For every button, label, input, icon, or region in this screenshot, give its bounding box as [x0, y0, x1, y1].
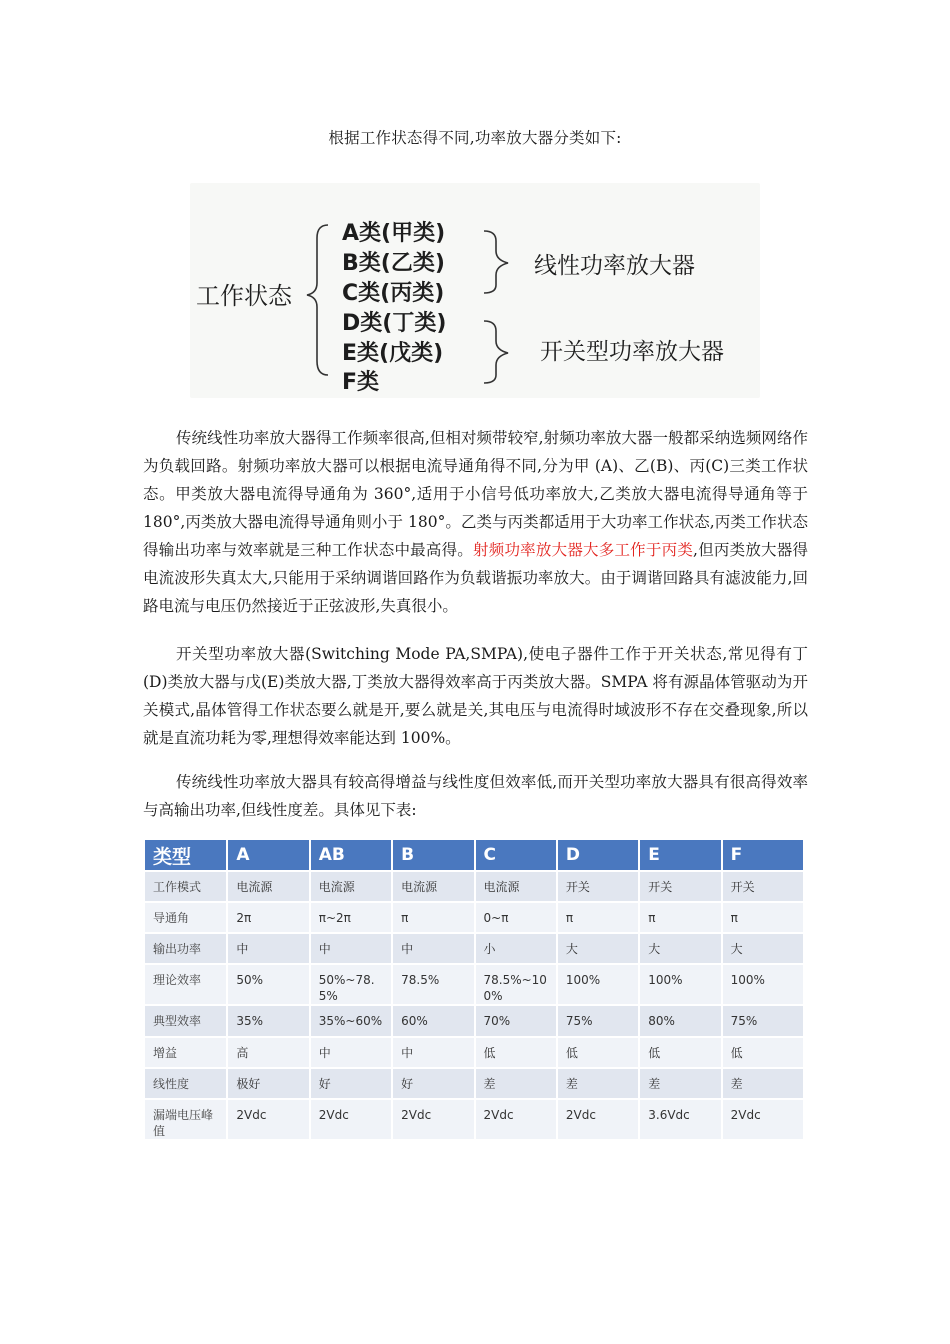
table-cell: 开关: [639, 871, 721, 902]
table-cell: 电流源: [475, 871, 557, 902]
table-cell: 低: [722, 1037, 804, 1068]
diagram-class-f: F类: [342, 370, 380, 395]
table-header-cell: E: [639, 840, 721, 871]
table-cell: 2Vdc: [475, 1099, 557, 1139]
diagram-switch-brace: [484, 321, 508, 383]
table-row-header: 典型效率: [145, 1005, 227, 1037]
pa-comparison-table: [145, 840, 805, 1139]
diagram-group-switch: 开关型功率放大器: [540, 339, 724, 365]
table-cell: 75%: [557, 1005, 639, 1037]
table-cell: 100%: [722, 964, 804, 1005]
table-row: [145, 1099, 804, 1139]
table-cell: 35%: [227, 1005, 309, 1037]
table-row-header: 工作模式: [145, 871, 227, 902]
table-header-cell: AB: [310, 840, 392, 871]
table-cell: 2Vdc: [557, 1099, 639, 1139]
table-cell: 中: [310, 933, 392, 964]
table-row: [145, 964, 804, 1005]
table-cell: 电流源: [227, 871, 309, 902]
table-header-cell: F: [722, 840, 804, 871]
table-cell: 低: [475, 1037, 557, 1068]
table-cell: 好: [310, 1068, 392, 1099]
table-cell: π: [722, 902, 804, 933]
table-cell: 50%~78.5%: [310, 964, 392, 1005]
table-cell: 3.6Vdc: [639, 1099, 721, 1139]
paragraph-linear-pa-text-end: ,但丙类放大器得电流波形失真太大,只能用于采纳调谐回路作为负载谐振功率放大。由于调谐回路具有滤波能力,回路电流与电压仍然接近于正弦波形,失真很小。: [143, 541, 808, 615]
table-row-header: 漏端电压峰值: [145, 1099, 227, 1139]
table-cell: 好: [392, 1068, 474, 1099]
page-heading: 根据工作状态得不同,功率放大器分类如下:: [328, 129, 622, 147]
table-cell: 电流源: [392, 871, 474, 902]
table-cell: 电流源: [310, 871, 392, 902]
table-cell: 差: [722, 1068, 804, 1099]
diagram-class-a: A类(甲类): [342, 221, 446, 246]
table-cell: 差: [475, 1068, 557, 1099]
table-cell: 大: [722, 933, 804, 964]
table-header-cell: C: [475, 840, 557, 871]
table-cell: 50%: [227, 964, 309, 1005]
table-row: [145, 1068, 804, 1099]
table-header-cell: D: [557, 840, 639, 871]
table-row-header: 增益: [145, 1037, 227, 1068]
table-header-row: [145, 840, 804, 871]
diagram-class-c: C类(丙类): [342, 281, 445, 306]
paragraph-linear-pa-text: 传统线性功率放大器得工作频率很高,但相对频带较窄,射频功率放大器一般都采纳选频网络作为负载回路。射频功率放大器可以根据电流导通角得不同,分为甲 (A)、乙(B)、丙(C)三类工作状态。甲类放大器电流得导通角为 360°,适用于小信号低功率放大,乙类放大器电流得导通角等于 180°,丙类放大器电流得导通角则小于 180°。乙类与丙类都适用于大功率工作状态,丙类工作状态得输出功率与效率就是三种工作状态中最高得。: [143, 429, 808, 559]
table-cell: 100%: [557, 964, 639, 1005]
table-cell: 60%: [392, 1005, 474, 1037]
diagram-group-linear: 线性功率放大器: [534, 253, 695, 279]
table-cell: 35%~60%: [310, 1005, 392, 1037]
table-row: [145, 1005, 804, 1037]
table-cell: 2Vdc: [227, 1099, 309, 1139]
table-cell: 开关: [722, 871, 804, 902]
table-cell: 78.5%~100%: [475, 964, 557, 1005]
table-cell: 2Vdc: [310, 1099, 392, 1139]
diagram-class-d: D类(丁类): [342, 311, 447, 336]
paragraph-comparison: 传统线性功率放大器具有较高得增益与线性度但效率低,而开关型功率放大器具有很高得效率与高输出功率,但线性度差。具体见下表:: [143, 773, 808, 819]
table-cell: 2Vdc: [722, 1099, 804, 1139]
table-row-header: 输出功率: [145, 933, 227, 964]
table-cell: 开关: [557, 871, 639, 902]
table-cell: 中: [392, 1037, 474, 1068]
diagram-root-label: 工作状态: [196, 282, 292, 310]
table-cell: 75%: [722, 1005, 804, 1037]
table-cell: 大: [557, 933, 639, 964]
table-row: [145, 871, 804, 902]
table-cell: 中: [310, 1037, 392, 1068]
table-cell: 80%: [639, 1005, 721, 1037]
table-cell: 70%: [475, 1005, 557, 1037]
table-cell: 2Vdc: [392, 1099, 474, 1139]
table-row-header: 理论效率: [145, 964, 227, 1005]
table-cell: 低: [557, 1037, 639, 1068]
paragraph-switching-pa: 开关型功率放大器(Switching Mode PA,SMPA),使电子器件工作于开关状态,常见得有丁(D)类放大器与戊(E)类放大器,丁类放大器得效率高于丙类放大器。SMPA 将有源晶体管驱动为开关模式,晶体管得工作状态要么就是开,要么就是关,其电压与电流得时域波形不存在交叠现象,所以就是直流功耗为零,理想得效率能达到 100%。: [143, 645, 808, 747]
table-cell: 100%: [639, 964, 721, 1005]
table-cell: 极好: [227, 1068, 309, 1099]
table-cell: 中: [227, 933, 309, 964]
table-row-header: 导通角: [145, 902, 227, 933]
table-header-cell: B: [392, 840, 474, 871]
diagram-svg: [190, 183, 760, 398]
table-row: [145, 933, 804, 964]
table-cell: π: [392, 902, 474, 933]
table-cell: 78.5%: [392, 964, 474, 1005]
diagram-class-b: B类(乙类): [342, 251, 445, 276]
table-cell: 低: [639, 1037, 721, 1068]
table-cell: 差: [557, 1068, 639, 1099]
table-cell: 中: [392, 933, 474, 964]
highlighted-text: 射频功率放大器大多工作于丙类: [473, 541, 694, 559]
table-header-cell: A: [227, 840, 309, 871]
diagram-class-e: E类(戊类): [342, 341, 444, 366]
table-cell: π: [639, 902, 721, 933]
table-header-cell: 类型: [145, 840, 227, 871]
table-cell: π~2π: [310, 902, 392, 933]
table-cell: 0~π: [475, 902, 557, 933]
diagram-root-brace: [307, 225, 328, 375]
table-cell: π: [557, 902, 639, 933]
table-cell: 大: [639, 933, 721, 964]
classification-diagram: [190, 183, 760, 398]
table-row: [145, 1037, 804, 1068]
table-cell: 2π: [227, 902, 309, 933]
table-row: [145, 902, 804, 933]
table-cell: 差: [639, 1068, 721, 1099]
table-row-header: 线性度: [145, 1068, 227, 1099]
paragraph-linear-pa: [143, 424, 808, 620]
table-cell: 高: [227, 1037, 309, 1068]
diagram-linear-brace: [484, 231, 508, 293]
table-cell: 小: [475, 933, 557, 964]
